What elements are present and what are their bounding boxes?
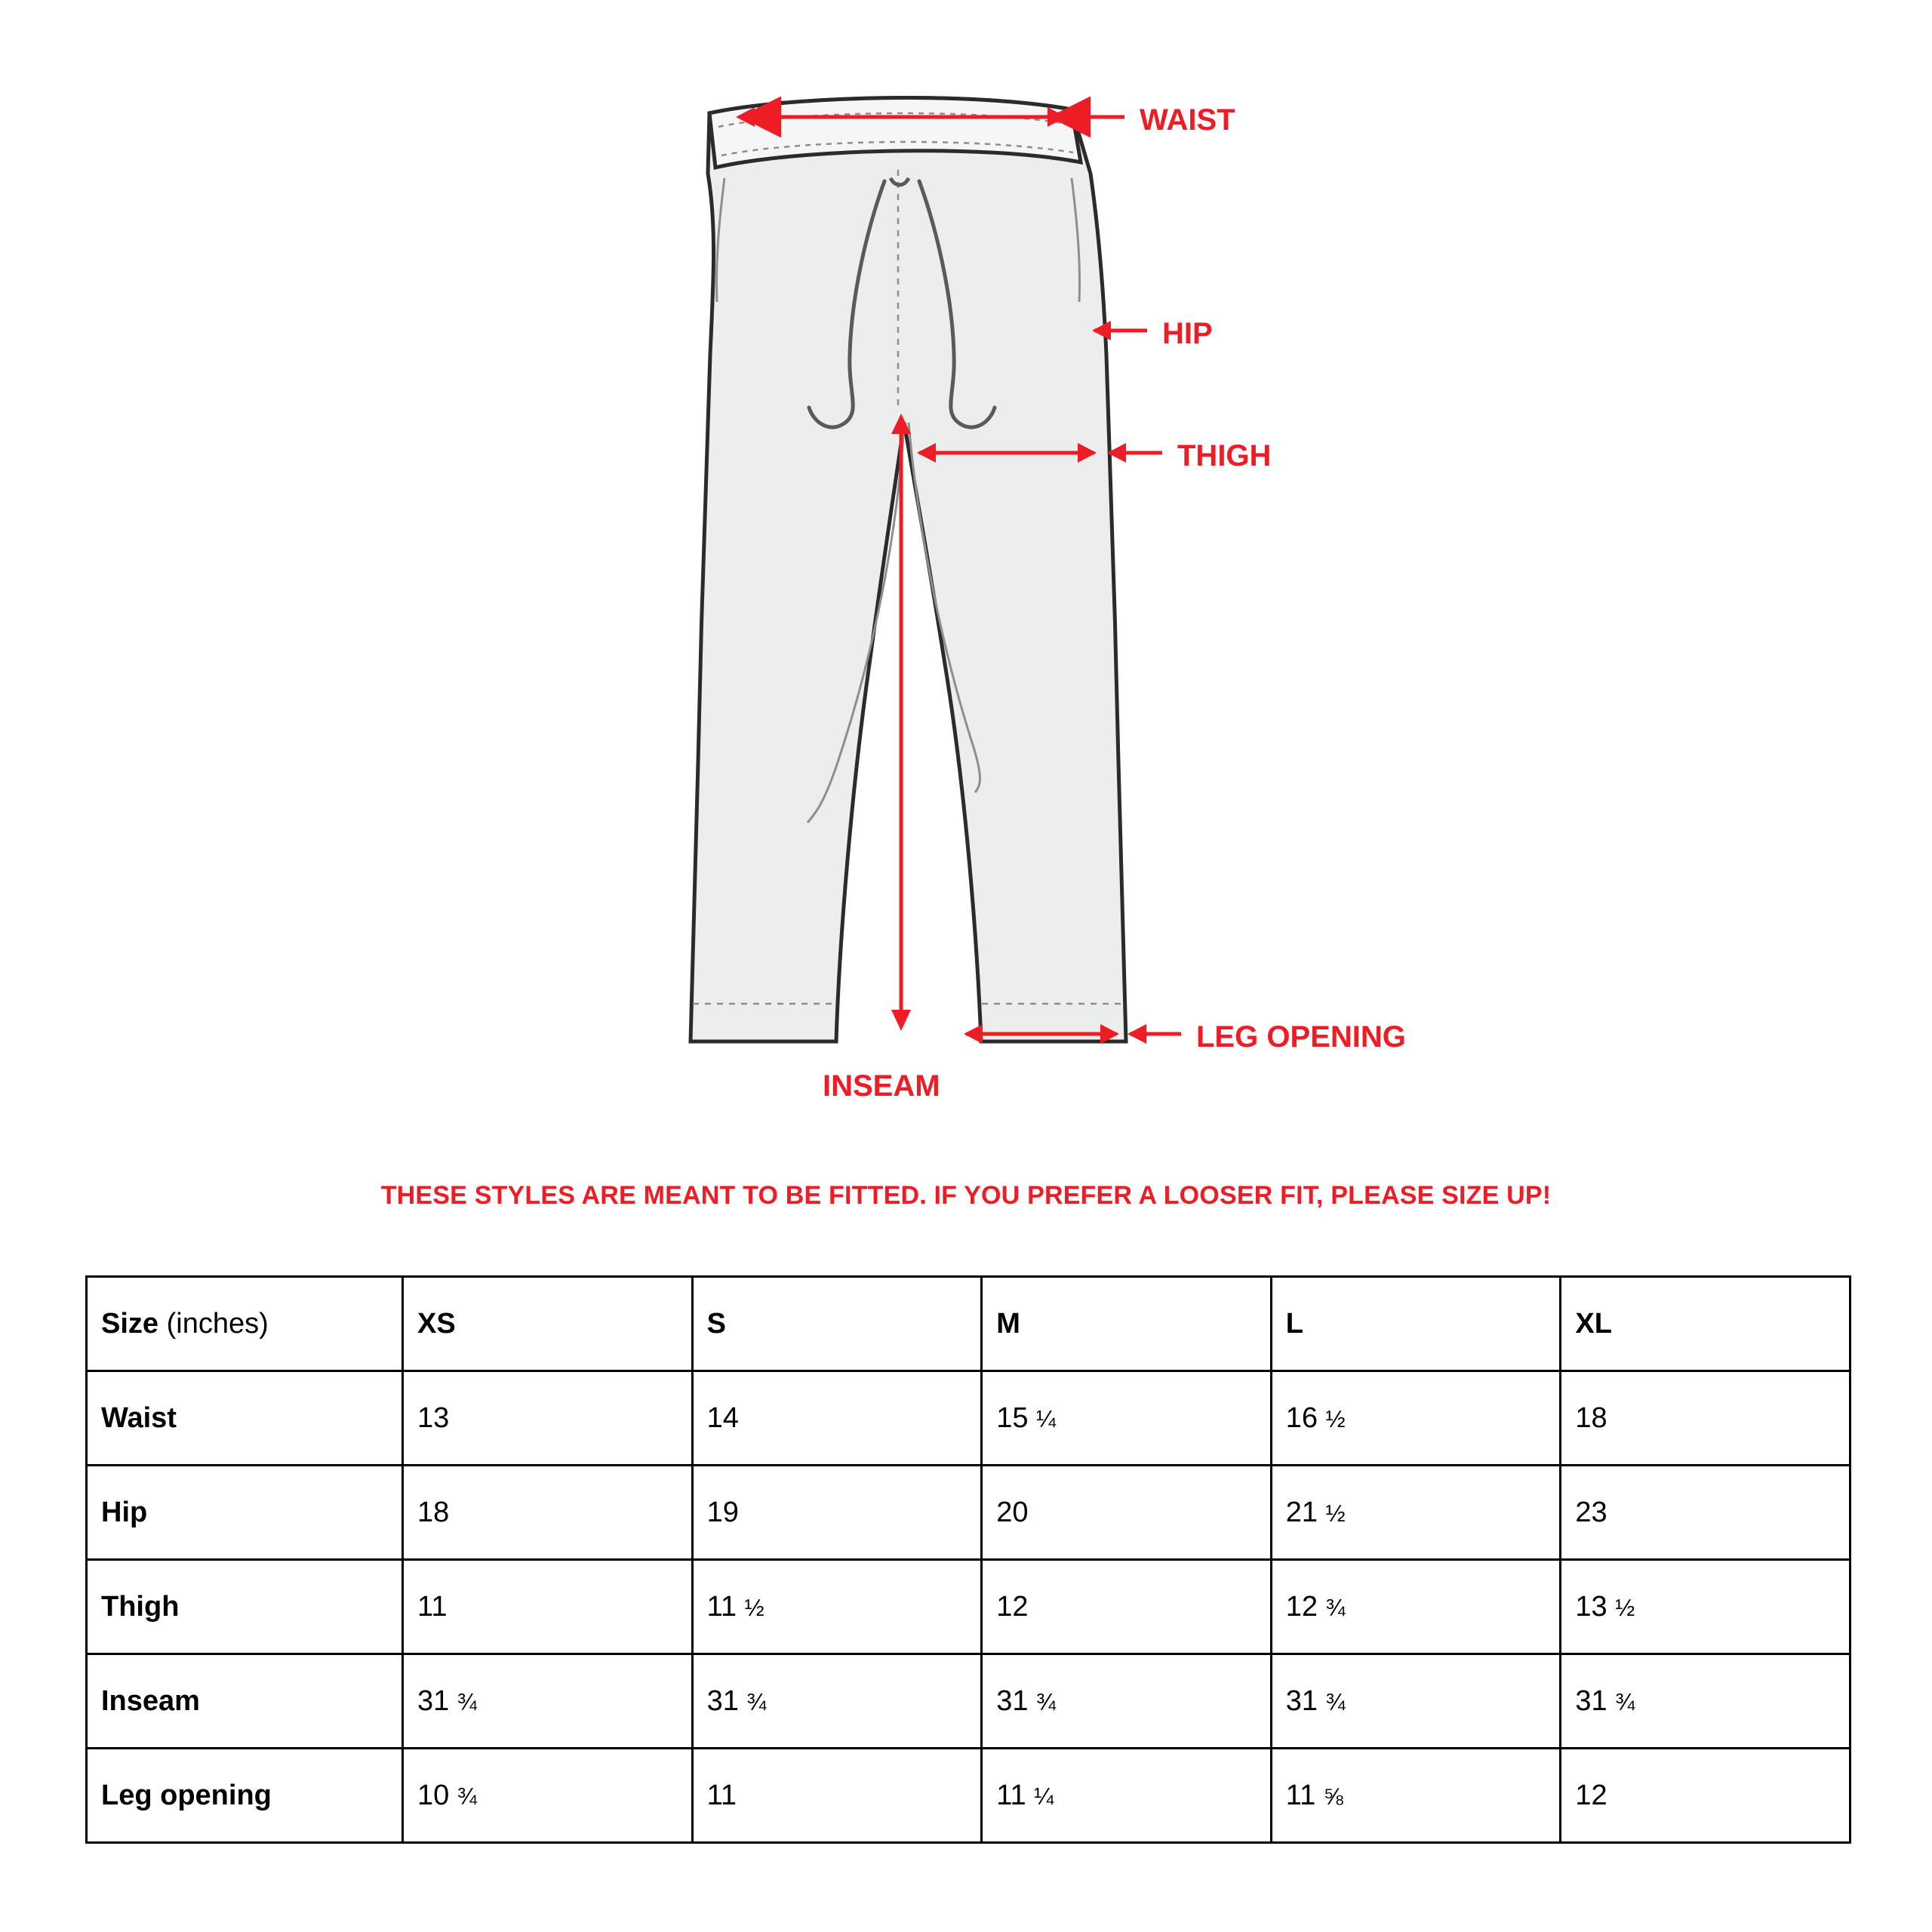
table-row: [87, 1560, 1850, 1654]
table-row: [87, 1371, 1850, 1466]
row-label-waist: Waist: [87, 1371, 403, 1466]
fit-notice: THESE STYLES ARE MEANT TO BE FITTED. IF YOU PREFER A LOOSER FIT, PLEASE SIZE UP!: [380, 1181, 1552, 1210]
cell-hip-l: 21 ½: [1271, 1466, 1561, 1560]
label-leg-opening: LEG OPENING: [1196, 1020, 1406, 1054]
label-waist: WAIST: [1140, 103, 1235, 137]
cell-waist-m: 15 ¼: [982, 1371, 1272, 1466]
cell-waist-xs: 13: [403, 1371, 693, 1466]
cell-thigh-xl: 13 ½: [1561, 1560, 1850, 1654]
table-header-l: L: [1271, 1277, 1561, 1371]
row-label-inseam: Inseam: [87, 1654, 403, 1749]
cell-hip-xs: 18: [403, 1466, 693, 1560]
row-label-leg-opening: Leg opening: [87, 1749, 403, 1843]
cell-waist-l: 16 ½: [1271, 1371, 1561, 1466]
label-inseam: INSEAM: [823, 1069, 940, 1103]
cell-thigh-s: 11 ½: [692, 1560, 982, 1654]
size-table-wrap: [85, 1275, 1851, 1844]
table-row: [87, 1749, 1850, 1843]
cell-inseam-m: 31 ¾: [982, 1654, 1272, 1749]
cell-leg-opening-m: 11 ¼: [982, 1749, 1272, 1843]
size-unit: (inches): [166, 1307, 269, 1340]
table-header-size: [87, 1277, 403, 1371]
table-header-row: [87, 1277, 1850, 1371]
cell-leg-opening-xs: 10 ¾: [403, 1749, 693, 1843]
cell-leg-opening-s: 11: [692, 1749, 982, 1843]
size-chart-table: [85, 1275, 1851, 1844]
cell-waist-xl: 18: [1561, 1371, 1850, 1466]
cell-leg-opening-l: 11 ⅝: [1271, 1749, 1561, 1843]
cell-thigh-xs: 11: [403, 1560, 693, 1654]
table-header-s: S: [692, 1277, 982, 1371]
label-thigh: THIGH: [1177, 439, 1272, 472]
cell-inseam-xl: 31 ¾: [1561, 1654, 1850, 1749]
cell-inseam-xs: 31 ¾: [403, 1654, 693, 1749]
size-word: Size: [101, 1307, 159, 1340]
label-hip: HIP: [1162, 317, 1213, 350]
table-row: [87, 1466, 1850, 1560]
cell-waist-s: 14: [692, 1371, 982, 1466]
cell-inseam-s: 31 ¾: [692, 1654, 982, 1749]
table-header-xl: XL: [1561, 1277, 1850, 1371]
cell-inseam-l: 31 ¾: [1271, 1654, 1561, 1749]
table-header-m: M: [982, 1277, 1272, 1371]
cell-hip-s: 19: [692, 1466, 982, 1560]
cell-hip-xl: 23: [1561, 1466, 1850, 1560]
cell-thigh-l: 12 ¾: [1271, 1560, 1561, 1654]
table-header-xs: XS: [403, 1277, 693, 1371]
pants-outline: [691, 98, 1126, 1041]
table-row: [87, 1654, 1850, 1749]
row-label-thigh: Thigh: [87, 1560, 403, 1654]
cell-leg-opening-xl: 12: [1561, 1749, 1850, 1843]
row-label-hip: Hip: [87, 1466, 403, 1560]
cell-thigh-m: 12: [982, 1560, 1272, 1654]
cell-hip-m: 20: [982, 1466, 1272, 1560]
